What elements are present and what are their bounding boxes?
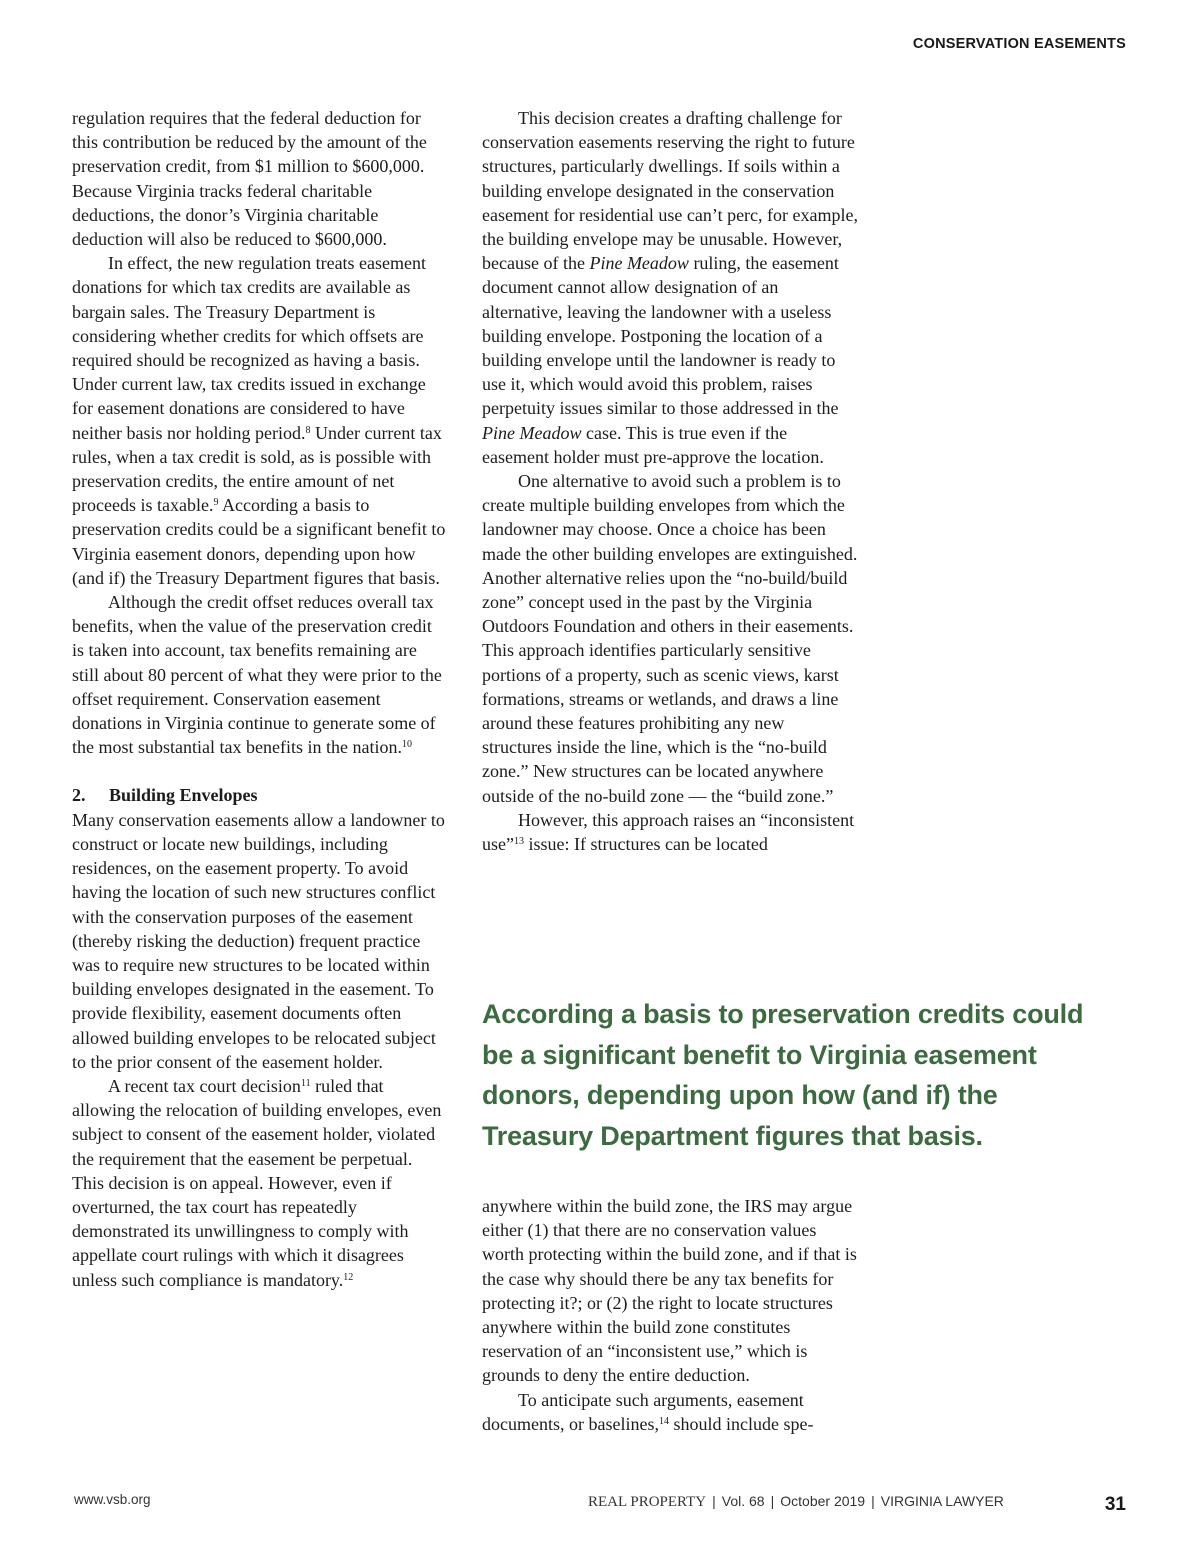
paragraph: anywhere within the build zone, the IRS may argue either (1) that there are no conservation values worth protecting within the build zone, and if that is the case why should there be any tax benefits for protecting it?; or (2) the right to locate structures anywhere within the build zone constitutes reservation of an “inconsistent use,” which is grounds to deny the entire deduction. — [482, 1196, 857, 1386]
section-label: CONSERVATION EASEMENTS — [912, 36, 1126, 52]
footer-date: October 2019 — [780, 1493, 866, 1509]
footer-section: REAL PROPERTY — [588, 1494, 707, 1510]
footnote-ref[interactable]: 12 — [343, 1271, 354, 1283]
paragraph: Many conservation easements allow a landowner to construct or locate new buildings, including residences, on the easement property. To avoid having the location of such new structures conflict with the conservation purposes of the easement (thereby risking the deduction) frequent practice was to require new structures to be located within building envelopes designated in the easement. To provide flexibility, easement documents often allowed building envelopes to be relocated subject to the prior consent of the easement holder. — [72, 809, 445, 1072]
section-heading — [72, 783, 448, 807]
footer-url[interactable]: www.vsb.org — [74, 1492, 151, 1507]
footnote-ref[interactable]: 9 — [213, 497, 219, 509]
paragraph: However, this approach raises an “inconsistent use”$^{13}$ issue: If structures can be located — [482, 809, 855, 855]
case-name: Pine Meadow — [482, 422, 582, 443]
footnote-ref[interactable]: 13 — [513, 836, 524, 848]
paragraph: In effect, the new regulation treats easement donations for which tax credits are available as bargain sales. The Treasury Department is considering whether credits for which offsets are required should be recognized as having a basis. Under current law, tax credits issued in exchange for easement donations are considered to have neither basis nor holding period.$^8$ Under current tax rules, when a tax credit is sold, as is possible with preservation credits, the entire amount of net proceeds is taxable.$^9$ According a basis to preservation credits could be a significant benefit to Virginia easement donors, depending upon how (and if) the Treasury Department figures that basis. — [72, 253, 446, 588]
paragraph: A recent tax court decision$^{11}$ ruled that allowing the relocation of building envelopes, even subject to consent of the easement holder, violated the requirement that the easement be perpetual. This decision is on appeal. However, even if overturned, the tax court has repeatedly demonstrated its unwillingness to comply with appellate court rulings with which it disagrees unless such compliance is mandatory.$^{12}$ — [72, 1075, 442, 1290]
right-column-top — [482, 106, 858, 856]
paragraph: Although the credit offset reduces overall tax benefits, when the value of the preservation credit is taken into account, tax benefits remaining are still about 80 percent of what they were prior to the offset requirement. Conservation easement donations in Virginia continue to generate some of the most substantial tax benefits in the nation.$^{10}$ — [72, 592, 442, 758]
right-column-bottom — [482, 1194, 858, 1436]
paragraph: regulation requires that the federal deduction for this contribution be reduced by the amount of the preservation credit, from $1 million to $600,000. Because Virginia tracks federal charitable deductions, the donor’s Virginia charitable deduction will also be reduced to $600,000. — [72, 108, 427, 250]
paragraph: To anticipate such arguments, easement documents, or baselines,$^{14}$ should include spe- — [482, 1389, 814, 1434]
footer-publication: VIRGINIA LAWYER — [880, 1493, 1004, 1509]
footnote-ref[interactable]: 11 — [300, 1077, 311, 1089]
footnote-ref[interactable]: 8 — [305, 424, 311, 436]
footer-publication-line: REAL PROPERTY | Vol. 68 | October 2019 | VIRGINIA LAWYER — [588, 1493, 1004, 1510]
heading-text: Building Envelopes — [109, 785, 258, 806]
page-number: 31 — [1104, 1494, 1126, 1515]
paragraph: One alternative to avoid such a problem is to create multiple building envelopes from which the landowner may choose. Once a choice has been made the other building envelopes are extinguished. Another alternative relies upon the “no-build/build zone” concept used in the past by the Virginia Outdoors Foundation and others in their easements. This approach identifies particularly sensitive portions of a property, such as scenic views, karst formations, streams or wetlands, and draws a line around these features prohibiting any new structures inside the line, which is the “no-build zone.” New structures can be located anywhere outside of the no-build zone — the “build zone.” — [482, 471, 858, 806]
case-name: Pine Meadow — [589, 253, 689, 274]
pull-quote: According a basis to preservation credits could be a significant benefit to Virginia easement donors, depending upon how (and if) the Treasury Department figures that basis. — [482, 999, 1084, 1151]
footer-volume: Vol. 68 — [721, 1493, 765, 1509]
footnote-ref[interactable]: 14 — [658, 1415, 669, 1427]
heading-number: 2. — [72, 785, 86, 806]
paragraph: This decision creates a drafting challenge for conservation easements reserving the right to future structures, particularly dwellings. If soils within a building envelope designated in the conservation easement for residential use can’t perc, for example, the building envelope may be unusable. However, because of the Pine Meadow ruling, the easement document cannot allow designation of an alternative, leaving the landowner with a useless building envelope. Postponing the location of a building envelope until the landowner is ready to use it, which would avoid this problem, raises perpetuity issues similar to those addressed in the Pine Meadow case. This is true even if the easement holder must pre-approve the location. — [482, 108, 858, 467]
footnote-ref[interactable]: 10 — [401, 739, 412, 751]
left-column — [72, 106, 448, 1292]
